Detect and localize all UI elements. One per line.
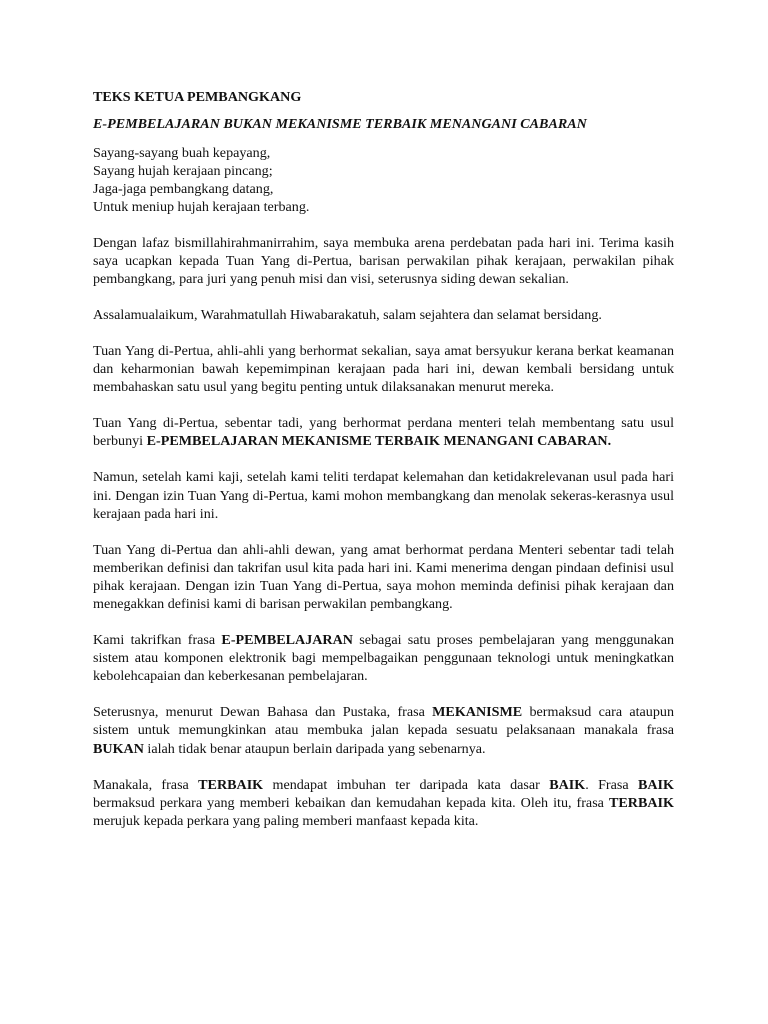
document-subtitle: E-PEMBELAJARAN BUKAN MEKANISME TERBAIK MENANGANI CABARAN [93,116,587,133]
bold-term: TERBAIK [198,776,264,793]
paragraph-text: . Frasa [585,776,638,793]
bold-term: TERBAIK [608,794,674,811]
paragraph-text: Seterusnya, menurut Dewan Bahasa dan Pustaka, frasa [93,704,433,721]
bold-term: BAIK [549,776,586,793]
paragraph-text: Tuan Yang di-Pertua, sebentar tadi, yang berhormat perdana menteri telah membentang satu usul berbunyi [93,415,674,450]
paragraph-definition-elearning [93,631,674,685]
document-page [93,88,674,848]
paragraph-text: merujuk kepada perkara yang paling memberi manfaast kepada kita. [93,812,479,829]
bold-term: MEKANISME [432,704,523,721]
pantun-line: Untuk meniup hujah kerajaan terbang. [93,199,310,216]
paragraph-motion [93,414,674,450]
paragraph-text: sebagai satu proses pembelajaran yang menggunakan sistem atau komponen elektronik bagi mempelbagaikan penggunaan teknologi untuk meningkatkan kebolehcapaian dan keberkesanan pembelajaran. [93,632,674,685]
paragraph-objection: Namun, setelah kami kaji, setelah kami teliti terdapat kelemahan dan ketidakrelevanan usul pada hari ini. Dengan izin Tuan Yang di-Pertua, kami mohon membangkang dan menolak sekeras-kerasnya usul kerajaan pada hari ini. [93,469,674,522]
paragraph-opening: Dengan lafaz bismillahirahmanirrahim, saya membuka arena perdebatan pada hari ini. Terima kasih saya ucapkan kepada Tuan Yang di-Pertua, barisan perwakilan pihak kerajaan, perwakilan pihak pembangkang, para juri yang penuh misi dan visi, seterusnya siding dewan sekalian. [93,234,674,287]
bold-term: BAIK [637,776,674,793]
pantun-line: Jaga-jaga pembangkang datang, [93,181,274,198]
paragraph-text: Kami takrifkan frasa [93,632,222,649]
paragraph-text: Manakala, frasa [93,776,199,793]
paragraph-gratitude: Tuan Yang di-Pertua, ahli-ahli yang berhormat sekalian, saya amat bersyukur kerana berkat keamanan dan keharmonian bawah kepemimpinan kerajaan pada hari ini, dewan kembali bersidang untuk membahaskan satu usul yang begitu penting untuk dilaksanakan menurut mereka. [93,342,674,396]
paragraph-text: mendapat imbuhan ter daripada kata dasar [263,776,550,793]
bold-term: BUKAN [93,740,144,757]
pantun-line: Sayang hujah kerajaan pincang; [93,163,273,180]
paragraph-definition-best [93,776,674,830]
paragraph-text: bermaksud perkara yang memberi kebaikan dan kemudahan kepada kita. Oleh itu, frasa [93,794,609,811]
paragraph-definition-amendment: Tuan Yang di-Pertua dan ahli-ahli dewan, yang amat berhormat perdana Menteri sebentar tadi telah memberikan definisi dan takrifan usul kita pada hari ini. Kami menerima dengan pindaan definisi usul pihak kerajaan. Dengan izin Tuan Yang di-Pertua, saya mohon meminda definisi pihak kerajaan dan menegakkan definisi kami di barisan perwakilan pembangkang. [93,541,674,612]
paragraph-text: bermaksud cara ataupun sistem untuk memungkinkan atau membuka jalan kepada sesuatu pelaksanaan manakala frasa [93,704,674,739]
bold-term: E-PEMBELAJARAN [221,632,353,649]
paragraph-greeting: Assalamualaikum, Warahmatullah Hiwabarakatuh, salam sejahtera dan selamat bersidang. [93,306,602,323]
pantun-line: Sayang-sayang buah kepayang, [93,145,271,162]
document-title: TEKS KETUA PEMBANGKANG [93,89,302,105]
motion-title-bold: E-PEMBELAJARAN MEKANISME TERBAIK MENANGANI CABARAN. [146,433,612,450]
paragraph-definition-mechanism [93,703,674,757]
paragraph-text: ialah tidak benar ataupun berlain daripada yang sebenarnya. [143,740,486,757]
pantun-verse [93,144,674,216]
